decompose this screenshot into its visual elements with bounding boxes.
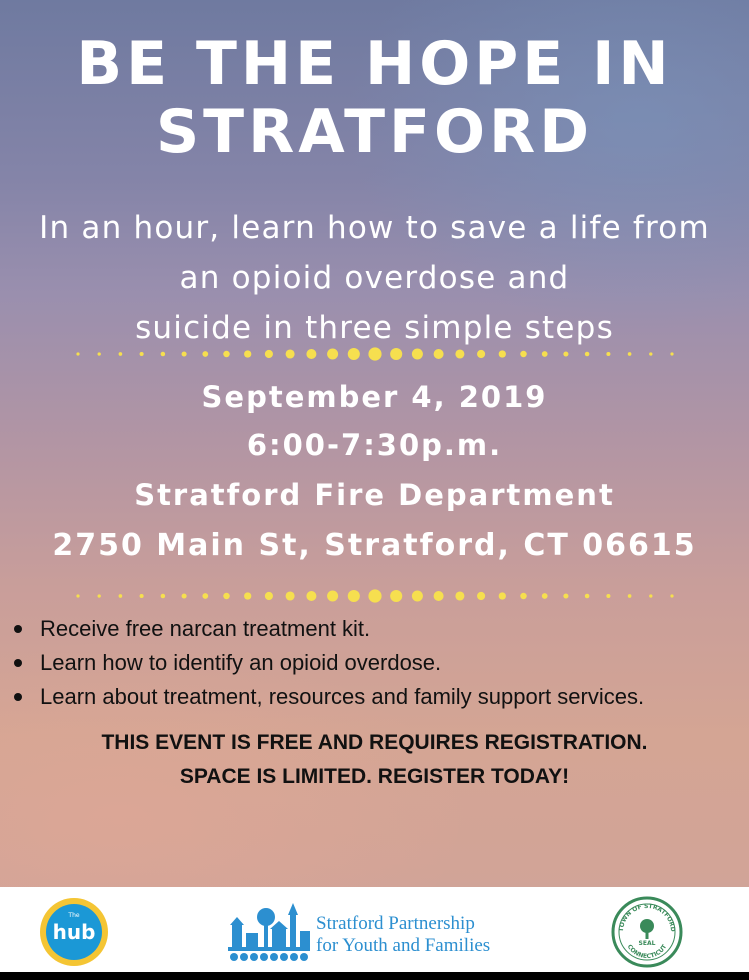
event-date: September 4, 2019	[201, 380, 548, 414]
divider-dot	[477, 350, 485, 358]
divider-dot	[286, 591, 295, 600]
event-venue: Stratford Fire Department	[134, 478, 615, 512]
partnership-name	[316, 913, 490, 957]
seal-bottom-text: CONNECTICUT	[625, 943, 669, 961]
divider-dot	[244, 350, 251, 357]
divider-dot	[348, 590, 360, 602]
divider-dot	[670, 594, 673, 597]
divider-dot	[223, 593, 230, 600]
divider-dot	[434, 349, 444, 359]
divider-dot	[98, 594, 101, 597]
bottom-border	[0, 972, 749, 980]
town-skyline-icon	[226, 895, 312, 965]
subtitle-line-1: In an hour, learn how to save a life from	[39, 210, 710, 246]
divider-dot	[585, 352, 590, 357]
divider-dot	[368, 347, 381, 360]
list-item: Learn about treatment, resources and family support services.	[14, 680, 744, 714]
divider-dot	[412, 590, 423, 601]
hub-logo	[40, 898, 108, 966]
divider-dot	[434, 591, 444, 601]
divider-dot	[98, 352, 101, 355]
event-details	[0, 374, 749, 572]
divider-dot	[585, 594, 590, 599]
divider-dot	[119, 352, 123, 356]
page-title	[0, 30, 749, 166]
divider-dot	[223, 351, 230, 358]
divider-dot	[520, 593, 527, 600]
hub-logo-small-text: The	[68, 912, 80, 919]
subtitle-line-3: suicide in three simple steps	[135, 310, 614, 346]
divider-dot	[628, 352, 632, 356]
divider-dot	[606, 352, 610, 356]
subtitle-line-2: an opioid overdose and	[179, 260, 570, 296]
divider-dot	[628, 594, 632, 598]
divider-dot	[670, 352, 673, 355]
divider-dot	[182, 351, 187, 356]
divider-dot	[412, 348, 423, 359]
dotted-divider-top	[70, 346, 680, 362]
divider-dot	[76, 352, 79, 355]
notice-line-2: SPACE IS LIMITED. REGISTER TODAY!	[179, 765, 570, 788]
divider-dot	[477, 592, 485, 600]
divider-dot	[76, 594, 79, 597]
divider-dot	[306, 349, 316, 359]
divider-dot	[265, 350, 273, 358]
sponsor-footer	[0, 887, 749, 972]
title-line-2: STRATFORD	[155, 97, 594, 167]
divider-dot	[542, 593, 548, 599]
divider-dot	[390, 348, 402, 360]
divider-dot	[368, 589, 381, 602]
divider-dot	[542, 351, 548, 357]
divider-dot	[499, 350, 506, 357]
divider-dot	[606, 594, 610, 598]
registration-notice	[0, 726, 749, 794]
divider-dot	[499, 592, 506, 599]
partnership-line-1: Stratford Partnership	[316, 913, 475, 934]
divider-dot	[455, 591, 464, 600]
event-address: 2750 Main St, Stratford, CT 06615	[52, 528, 697, 563]
seal-top-text: TOWN OF STRATFORD	[617, 902, 677, 933]
divider-dot	[140, 594, 144, 598]
divider-dot	[119, 594, 123, 598]
divider-dot	[563, 351, 568, 356]
event-time: 6:00-7:30p.m.	[246, 428, 503, 462]
divider-dot	[649, 352, 652, 355]
divider-dot	[348, 348, 360, 360]
subtitle	[0, 203, 749, 353]
hub-logo-text: hub	[52, 920, 96, 944]
divider-dot	[390, 590, 402, 602]
dotted-divider-bottom	[70, 588, 680, 604]
divider-dot	[563, 593, 568, 598]
seal-center-text: SEAL	[638, 940, 656, 947]
divider-dot	[244, 592, 251, 599]
divider-dot	[649, 594, 652, 597]
list-item: Learn how to identify an opioid overdose.	[14, 646, 744, 680]
title-line-1: BE THE HOPE IN	[76, 29, 673, 99]
partnership-line-2: for Youth and Families	[316, 935, 491, 956]
divider-dot	[306, 591, 316, 601]
divider-dot	[182, 593, 187, 598]
divider-dot	[327, 348, 338, 359]
benefits-list	[14, 612, 744, 714]
divider-dot	[286, 349, 295, 358]
divider-dot	[202, 593, 208, 599]
town-seal-icon	[611, 896, 683, 968]
notice-line-1: THIS EVENT IS FREE AND REQUIRES REGISTRATION.	[101, 731, 648, 754]
divider-dot	[140, 352, 144, 356]
divider-dot	[202, 351, 208, 357]
divider-dot	[520, 351, 527, 358]
divider-dot	[265, 592, 273, 600]
divider-dot	[327, 590, 338, 601]
divider-dot	[161, 594, 166, 599]
divider-dot	[455, 349, 464, 358]
list-item: Receive free narcan treatment kit.	[14, 612, 744, 646]
divider-dot	[161, 352, 166, 357]
